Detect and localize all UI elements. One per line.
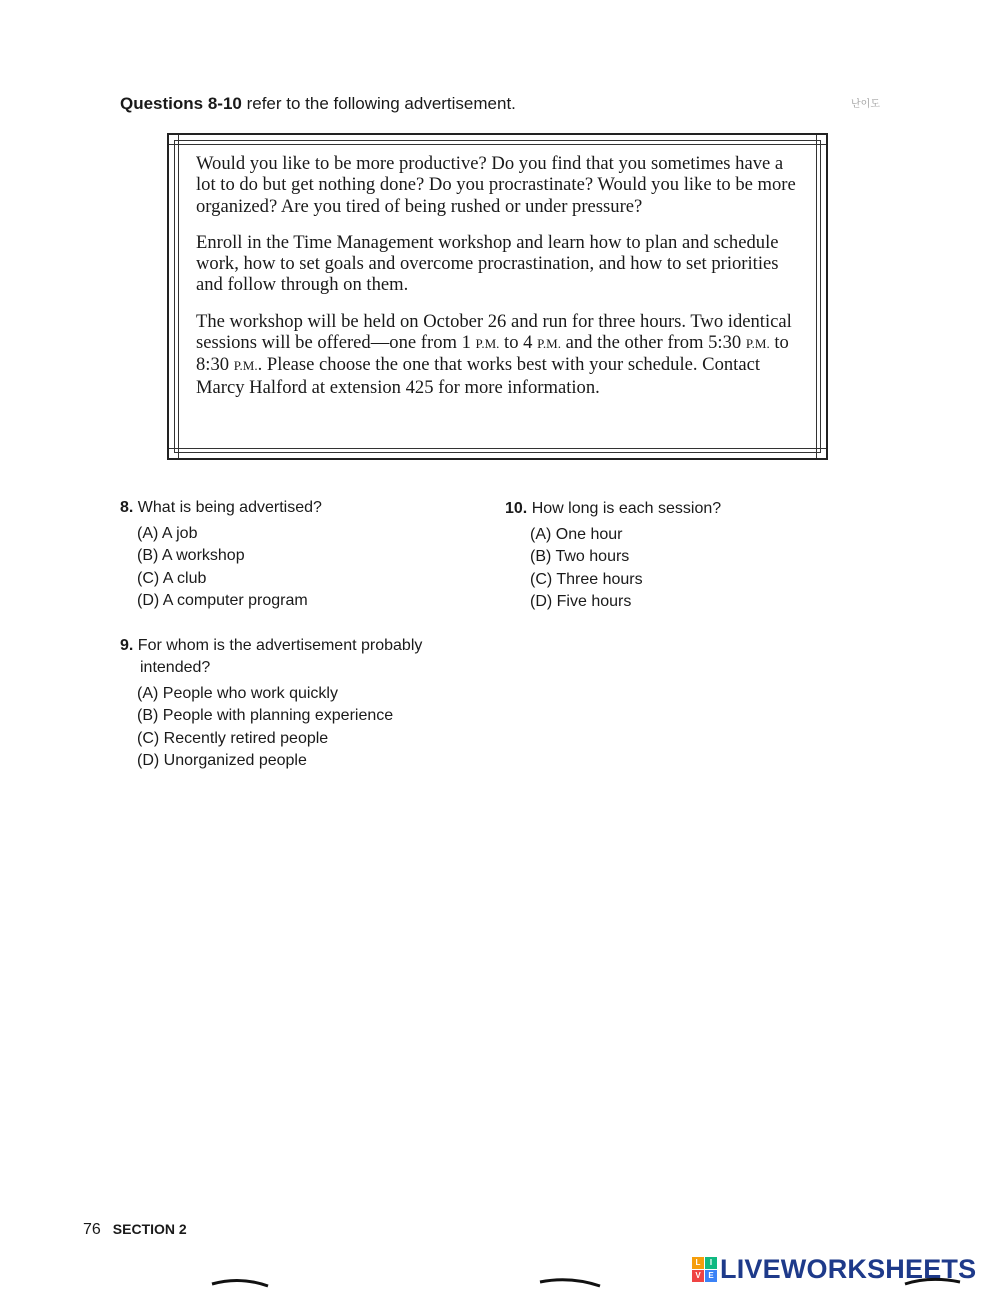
frame-line-bottom [169, 448, 826, 449]
advertisement-text [196, 153, 806, 413]
question-9-options [137, 683, 422, 772]
scan-artifacts [0, 1272, 1000, 1294]
answer-option[interactable]: (A) A job [137, 525, 198, 542]
logo-text: LIVEWORKSHEETS [720, 1253, 977, 1284]
answer-option[interactable]: (A) One hour [530, 526, 623, 543]
answer-option[interactable]: (C) Three hours [530, 570, 643, 588]
question-10-stem [505, 498, 721, 520]
question-8-stem [120, 497, 322, 519]
question-number: 10. [505, 500, 528, 517]
logo-square: L [692, 1257, 704, 1269]
logo-square: E [705, 1270, 717, 1282]
ad-paragraph-1: Would you like to be more productive? Do you find that you sometimes have a lot to do but get nothing done? Do you procrastinate? Would you like to be more organized? Are you tired of being rushed or under pressure? [196, 153, 796, 217]
question-text-continued: intended? [140, 659, 211, 676]
ad-p3-part: to 8:30 [196, 332, 789, 376]
questions-intro: refer to the following advertisement. [241, 94, 516, 113]
ad-paragraph-3 [196, 311, 806, 398]
section-label: SECTION 2 [112, 1221, 187, 1237]
question-text: What is being advertised? [137, 499, 322, 516]
ad-p3-part: and the other from 5:30 [560, 332, 746, 354]
frame-line-right [816, 135, 817, 458]
ad-paragraph-2: Enroll in the Time Management workshop and learn how to plan and schedule work, how to set goals and overcome procrastination, and how to set priorities and follow through on them. [196, 231, 779, 296]
ad-p3-part: The workshop will be held on October 26 and run for three hours. Two identical sessions will be offered—one from 1 [196, 310, 792, 354]
answer-option[interactable]: (D) A computer program [137, 591, 308, 609]
question-8-options [137, 523, 322, 612]
question-text: For whom is the advertisement probably [137, 637, 423, 654]
logo-square: I [705, 1257, 717, 1269]
question-9 [120, 635, 422, 772]
page-footer [83, 1221, 187, 1239]
questions-header [120, 94, 516, 114]
answer-option[interactable]: (A) People who work quickly [137, 685, 338, 702]
question-10-options [530, 524, 721, 613]
answer-option[interactable]: (D) Five hours [530, 592, 632, 610]
advertisement-box [167, 133, 828, 460]
answer-option[interactable]: (C) A club [137, 569, 207, 587]
answer-option[interactable]: (B) People with planning experience [137, 707, 394, 725]
question-number: 8. [120, 499, 134, 516]
pm-label: P.M. [475, 336, 500, 352]
question-text: How long is each session? [531, 500, 722, 517]
question-10 [505, 498, 721, 613]
pm-label: P.M. [233, 358, 258, 374]
scan-mark [540, 1280, 600, 1286]
question-number: 9. [120, 637, 134, 654]
page-number: 76 [83, 1221, 101, 1238]
pm-label: P.M. [537, 336, 561, 352]
scan-mark [905, 1279, 960, 1284]
pm-label: P.M. [745, 336, 770, 352]
scan-mark [212, 1280, 268, 1286]
difficulty-mark: 난이도 [851, 99, 880, 110]
frame-line-left [178, 135, 179, 458]
question-8 [120, 497, 322, 612]
question-9-stem [120, 635, 422, 679]
answer-option[interactable]: (D) Unorganized people [137, 751, 307, 769]
ad-p3-part: . Please choose the one that works best with your schedule. Contact Marcy Halford at extension 425 for more information. [196, 354, 761, 398]
logo-square: V [692, 1270, 704, 1282]
questions-range: Questions 8-10 [120, 94, 242, 113]
ad-p3-part: to 4 [499, 332, 538, 354]
answer-option[interactable]: (B) A workshop [137, 547, 245, 565]
answer-option[interactable]: (B) Two hours [530, 548, 630, 566]
answer-option[interactable]: (C) Recently retired people [137, 729, 329, 747]
frame-line-top [169, 144, 826, 145]
